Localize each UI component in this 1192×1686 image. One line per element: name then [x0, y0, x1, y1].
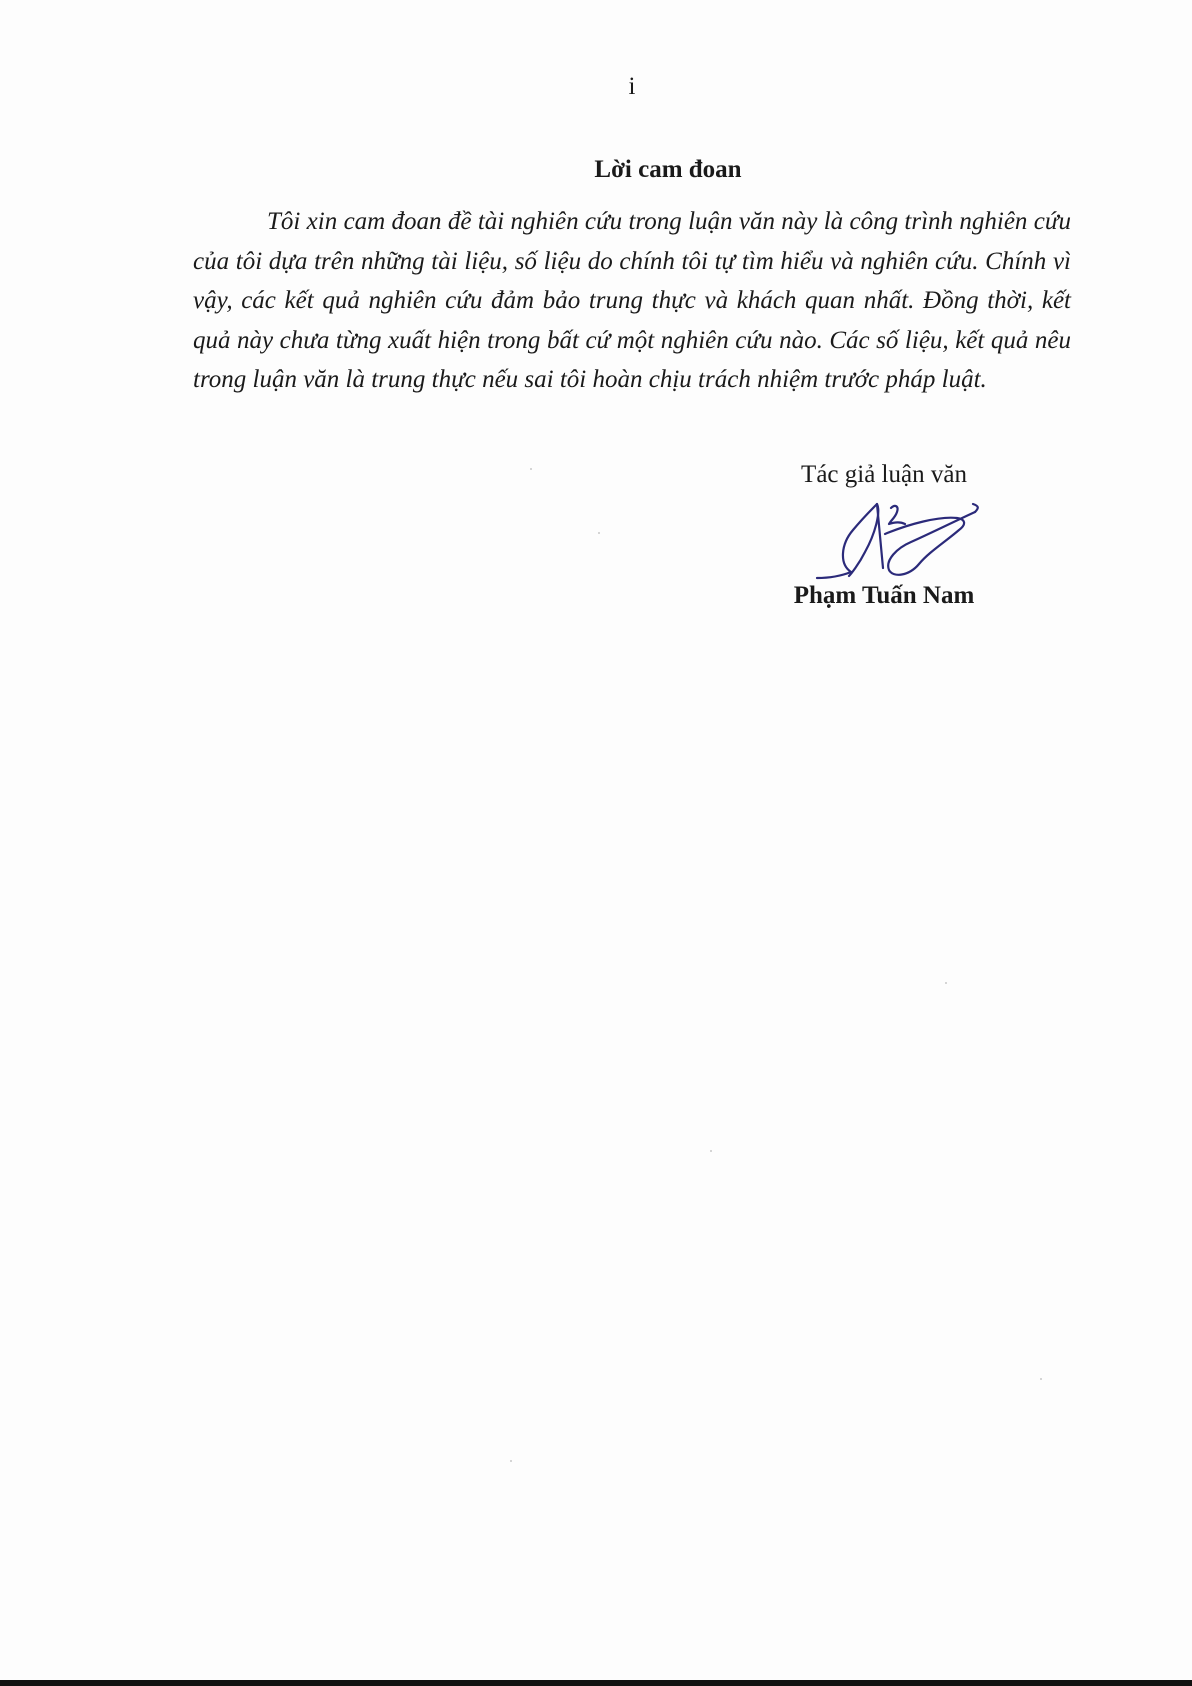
page-title: Lời cam đoan: [594, 156, 742, 183]
page-number: i: [628, 73, 636, 100]
author-name: Phạm Tuấn Nam: [793, 582, 975, 609]
signature-block: [760, 458, 1008, 612]
scan-speck: [1040, 1378, 1042, 1380]
scan-speck: [510, 1460, 512, 1462]
declaration-paragraph: Tôi xin cam đoan đề tài nghiên cứu trong luận văn này là công trình nghiên cứu của tôi dựa trên những tài liệu, số liệu do chính tôi tự tìm hiểu và nghiên cứu. Chính vì vậy, các kết quả nghiên cứu đảm bảo trung thực và khách quan nhất. Đồng thời, kết quả này chưa từng xuất hiện trong bất cứ một nghiên cứu nào. Các số liệu, kết quả nêu trong luận văn là trung thực nếu sai tôi hoàn chịu trách nhiệm trước pháp luật.: [193, 208, 1071, 393]
scan-speck: [710, 1150, 712, 1152]
signature-label: Tác giả luận văn: [801, 461, 967, 488]
scan-speck: [530, 468, 532, 470]
scan-speck: [598, 532, 600, 534]
scan-bottom-edge: [0, 1680, 1192, 1686]
scan-speck: [945, 982, 947, 984]
handwritten-signature-icon: [789, 494, 979, 586]
